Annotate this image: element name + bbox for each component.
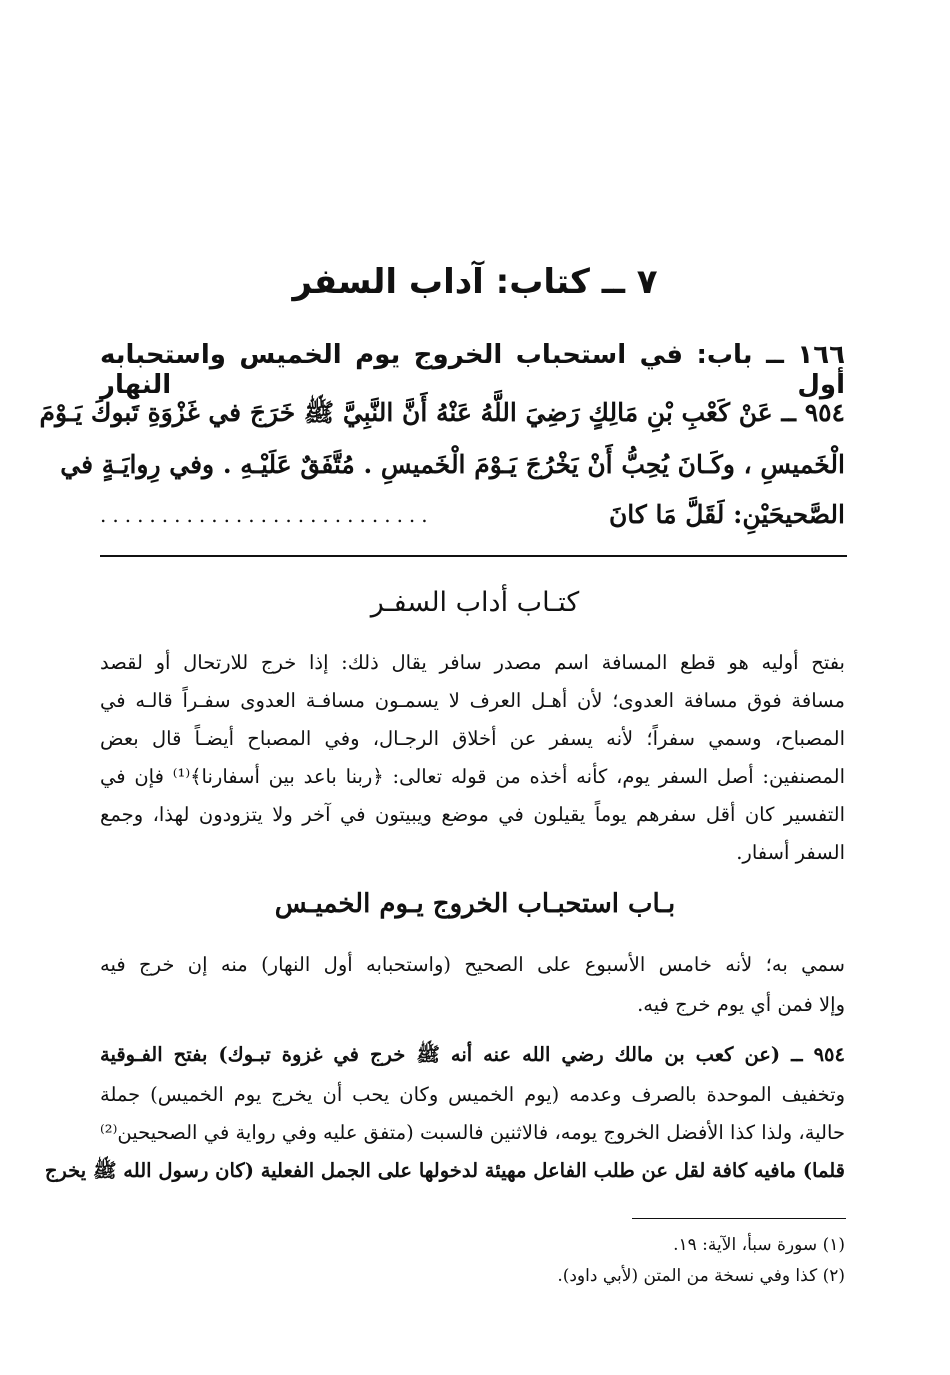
commentary-line: سمي به؛ لأنه خامس الأسبوع على الصحيح (واستحبابه أول النهار) منه إن خرج فيه [100, 953, 845, 976]
chapter-title: ٧ ــ كتاب: آداب السفر [292, 262, 658, 302]
hadith-line-2: الْخَميسِ ، وكَـانَ يُحِبُّ أَنْ يَخْرُجَ يَـوْمَ الْخَميسِ . مُتَّفَقٌ عَلَيْـهِ . وفي رِوايَـةٍ في [60, 450, 845, 479]
commentary-line: ٩٥٤ ــ (عن كعب بن مالك رضي الله عنه أنه ﷺ خرج في غزوة تبـوك) بفتح الفـوقية [100, 1043, 845, 1066]
commentary-line: وتخفيف الموحدة بالصرف وعدمه (يوم الخميس وكان يحب أن يخرج يوم الخميس) جملة [100, 1083, 845, 1106]
commentary-line: بفتح أوليه هو قطع المسافة اسم مصدر سافر يقال ذلك: إذا خرج للارتحال أو لقصد [100, 651, 845, 674]
commentary-line: مسافة فوق مسافة العدوى؛ لأن أهـل العرف لا يسمـون مسافـة العدوى سفـراً قالـه في [100, 689, 845, 712]
bab-heading: ١٦٦ ــ باب: في استحباب الخروج يوم الخميس واستحبابه أول النهار [100, 340, 845, 400]
commentary-line: قلما) مافيه كافة لقل عن طلب الفاعل مهيئة لدخولها على الجمل الفعلية (كان رسول الله ﷺ يخرج [44, 1159, 845, 1182]
commentary-title: كتـاب أداب السفـر [370, 587, 580, 618]
footnote-separator [632, 1218, 846, 1219]
commentary-bab-title: بـاب استحبـاب الخروج يـوم الخميـس [274, 889, 676, 919]
main-text-separator [100, 555, 847, 557]
ellipsis-dots: ........................... [100, 503, 434, 527]
commentary-line: وإلا فمن أي يوم خرج فيه. [637, 993, 845, 1016]
footnote-2: (٢) كذا وفي نسخة من المتن (لأبي داود). [557, 1266, 845, 1286]
commentary-line: السفر أسفار. [736, 841, 845, 864]
commentary-line: التفسير كان أقل سفرهم يوماً يقيلون في موضع ويبيتون في آخر ولا يتزودون لهذا، وجمع [100, 803, 845, 826]
hadith-line-3: الصَّحيحَيْنِ: لَقَلَّ مَا كانَ [608, 500, 845, 529]
commentary-line: المصباح، وسمي سفراً؛ لأنه يسفر عن أخلاق الرجـال، وفي المصباح أيضـاً قال بعض [100, 727, 845, 750]
footnote-1: (١) سورة سبأ، الآية: ١٩. [673, 1235, 845, 1255]
commentary-line: حالية، ولذا كذا الأفضل الخروج يومه، فالاثنين فالسبت (متفق عليه وفي رواية في الصحيحين⁽²⁾ [100, 1121, 845, 1144]
commentary-line: المصنفين: أصل السفر يوم، كأنه أخذه من قوله تعالى: ﴿ربنا باعد بين أسفارنا﴾⁽¹⁾ فإن في [100, 765, 845, 788]
hadith-line-1: ٩٥٤ ــ عَنْ كَعْبِ بْنِ مَالِكٍ رَضِيَ اللَّهُ عَنْهُ أَنَّ النَّبِيَّ ﷺ خَرَجَ في غَزْوَةِ تَبوكَ يَـوْمَ [39, 398, 845, 427]
